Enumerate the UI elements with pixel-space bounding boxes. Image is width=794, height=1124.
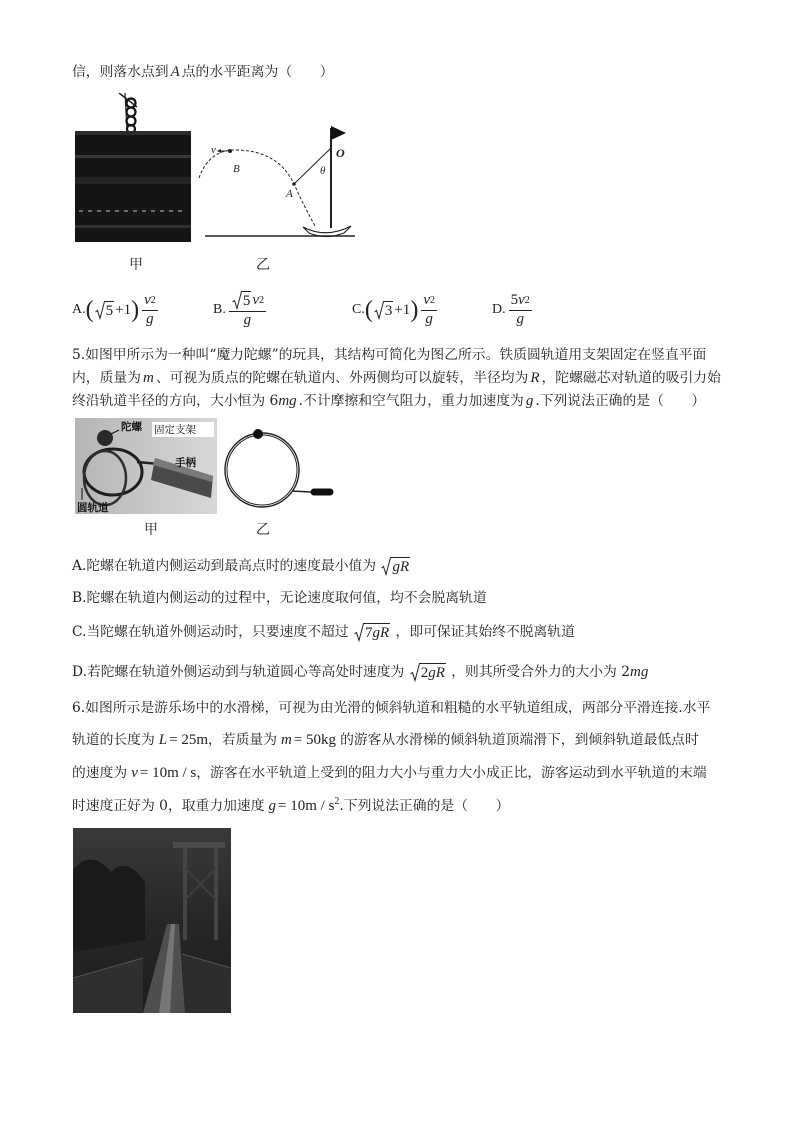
var-v: v — [252, 292, 260, 308]
option-text: A.陀螺在轨道内侧运动到最高点时的速度最小值为 — [72, 558, 377, 574]
radical-sign-icon — [354, 623, 364, 642]
var-g: g — [268, 798, 277, 814]
var-v: v — [423, 292, 430, 308]
q5-option-c — [72, 620, 575, 644]
radicand — [420, 663, 446, 682]
denominator: g — [516, 311, 524, 327]
numerator — [229, 291, 266, 312]
radical-sign-icon — [374, 301, 384, 320]
exponent: 2 — [259, 294, 265, 306]
q4-point-a: A — [170, 64, 180, 80]
q5-option-b — [72, 587, 487, 609]
q5-stem-text: 5.如图甲所示为一种叫“魔力陀螺”的玩具，其结构可简化为图乙所示。铁质圆轨道用支架固定在竖直平面 — [72, 347, 707, 363]
track-inner-circle — [227, 435, 297, 505]
fraction — [229, 291, 266, 329]
numerator — [509, 292, 532, 311]
dashed-trajectory — [199, 150, 315, 226]
boat-icon — [303, 226, 351, 237]
q6-stem-text: ，游客在水平轨道上受到的阻力大小与重力大小成正比，游客运动到水平轨道的末端 — [196, 765, 707, 781]
open-paren: ( — [364, 297, 373, 323]
option-label: D. — [492, 302, 506, 317]
label-theta: θ — [320, 165, 326, 177]
open-paren: ( — [85, 297, 94, 323]
q6-stem-text: ，若质量为 — [208, 732, 277, 748]
option-label: A. — [72, 302, 86, 317]
label-o: O — [336, 146, 345, 160]
photo-structure-beam — [173, 842, 225, 848]
var-v: v — [518, 292, 525, 308]
square-root — [410, 663, 446, 682]
q4-photo-diving-tower — [75, 93, 191, 242]
label-b: B — [233, 163, 240, 175]
q4-tail-pre: 信，则落水点到 — [72, 64, 169, 80]
q6-stem-text: 的速度为 — [72, 765, 128, 781]
option-text: B.陀螺在轨道内侧运动的过程中，无论速度取何值，均不会脱离轨道 — [72, 590, 487, 606]
gyro-dot — [253, 429, 263, 439]
square-root — [381, 557, 410, 576]
q5-stem-line-2 — [72, 367, 721, 389]
q6-stem-line-4 — [72, 795, 509, 817]
var-mg: mg — [278, 393, 297, 409]
label-bracket: 固定支架 — [154, 424, 196, 436]
radicand: 5 — [242, 293, 251, 309]
q5-photo-magic-gyro — [75, 418, 217, 514]
track-outer-circle — [225, 433, 299, 507]
label-track: 圆轨道 — [77, 502, 109, 514]
exponent: 2 — [524, 294, 530, 306]
radicand — [391, 557, 410, 576]
radicand-var: gR — [428, 665, 445, 681]
q4-stem-tail — [72, 61, 334, 83]
label-v: v — [211, 144, 216, 156]
mass-value: = 50kg — [293, 732, 337, 748]
q5-stem-text: 终沿轨道半径的方向，大小恒为 6 — [72, 393, 279, 409]
square-root — [95, 301, 115, 320]
q6-stem-text: .下列说法正确的是（ ） — [339, 798, 510, 814]
fraction — [142, 292, 158, 328]
q6-stem-text: 轨道的长度为 — [72, 732, 155, 748]
plus-one: +1 — [394, 301, 411, 318]
radical-sign-icon — [410, 663, 420, 682]
q4-caption-yi: 乙 — [256, 257, 270, 273]
denominator: g — [243, 312, 252, 328]
close-paren: ) — [410, 297, 419, 323]
photo-trees — [73, 859, 145, 952]
photo-streak — [75, 225, 191, 228]
exponent: 2 — [429, 294, 435, 306]
q5-option-d — [72, 660, 650, 684]
fraction — [509, 292, 532, 328]
var-mg: mg — [629, 664, 649, 680]
q5-stem-text: 内，质量为 — [72, 370, 141, 386]
var-r: R — [530, 370, 540, 386]
option-text-after: ，即可保证其始终不脱离轨道 — [395, 624, 575, 640]
arrowhead-icon — [217, 149, 221, 153]
q5-caption-jia: 甲 — [144, 522, 158, 538]
point-b-dot — [228, 149, 232, 153]
radicand-coef: 7 — [364, 625, 373, 641]
radicand: 3 — [384, 302, 393, 319]
q4-option-c — [352, 290, 437, 330]
exponent: 2 — [334, 796, 340, 807]
flag-icon — [331, 126, 346, 140]
option-label: B. — [213, 302, 226, 317]
q5-stem-text: .不计摩擦和空气阻力，重力加速度为 — [298, 393, 524, 409]
radicand: 5 — [105, 302, 114, 319]
coefficient: 5 — [510, 292, 519, 308]
denominator: g — [146, 311, 154, 327]
q4-option-a — [72, 290, 158, 330]
q5-stem-text: ，陀螺磁芯对轨道的吸引力始 — [541, 370, 721, 386]
numerator — [142, 292, 158, 311]
radical-sign-icon — [95, 301, 105, 320]
var-g: g — [525, 393, 534, 409]
label-handle: 手柄 — [175, 457, 196, 469]
q4-caption-jia: 甲 — [129, 257, 143, 273]
q5-stem-text: 、可视为质点的陀螺在轨道内、外两侧均可以旋转，半径均为 — [155, 370, 529, 386]
q6-stem-text: 的游客从水滑梯的倾斜轨道顶端滑下，到倾斜轨道最低点时 — [340, 732, 699, 748]
q5-diagram-circular-track — [218, 428, 336, 514]
close-paren: ) — [131, 297, 140, 323]
radical-sign-icon — [381, 557, 391, 576]
plus-one: +1 — [115, 301, 132, 318]
q5-stem-line-1 — [72, 344, 706, 366]
radicand-var: gR — [392, 559, 410, 575]
option-text: D.若陀螺在轨道外侧运动到与轨道圆心等高处时速度为 — [72, 664, 405, 680]
q4-option-b — [213, 290, 266, 330]
q5-option-a — [72, 554, 411, 578]
q6-photo-water-slide — [73, 828, 231, 1013]
q5-stem-line-3 — [72, 390, 705, 412]
numerator — [421, 292, 437, 311]
q5-stem-text: .下列说法正确的是（ ） — [535, 393, 706, 409]
radical-sign-icon — [232, 291, 242, 310]
q4-tail-post: 点的水平距离为（ ） — [181, 64, 334, 80]
radicand — [364, 623, 390, 642]
fraction — [421, 292, 437, 328]
q4-option-d — [492, 290, 532, 330]
photo-streak — [75, 131, 191, 135]
var-v: v — [131, 765, 138, 781]
option-label: C. — [352, 302, 365, 317]
photo-gyro — [97, 430, 113, 446]
var-v: v — [144, 292, 151, 308]
square-root — [232, 291, 252, 310]
point-a-dot — [292, 182, 296, 186]
photo-structure-post — [183, 848, 187, 940]
label-a: A — [286, 188, 293, 200]
q6-stem-text: 时速度正好为 0，取重力加速度 — [72, 798, 265, 814]
q6-stem-line-1 — [72, 697, 710, 719]
var-m: m — [281, 732, 292, 748]
denominator: g — [425, 311, 433, 327]
square-root — [354, 623, 390, 642]
q6-stem-text: 6.如图所示是游乐场中的水滑梯，可视为由光滑的倾斜轨道和粗糙的水平轨道组成，两部分平滑连接.水平 — [72, 700, 711, 716]
q6-stem-line-3 — [72, 762, 707, 784]
length-value: = 25m — [169, 732, 209, 748]
handle-rod — [292, 491, 311, 492]
option-text: C.当陀螺在轨道外侧运动时，只要速度不超过 — [72, 624, 349, 640]
square-root — [374, 301, 394, 320]
q6-stem-line-2 — [72, 729, 699, 751]
radicand-var: gR — [372, 625, 390, 641]
q4-diagram-trajectory — [193, 120, 358, 245]
q5-caption-yi: 乙 — [256, 522, 270, 538]
gravity-value: = 10m / s — [278, 798, 335, 814]
var-l: L — [158, 732, 168, 748]
velocity-value: = 10m / s — [139, 765, 197, 781]
photo-streak — [75, 155, 191, 158]
rope-line — [294, 148, 331, 184]
photo-streak — [75, 177, 191, 184]
radicand-coef: 2 — [420, 665, 429, 681]
option-text-after: ，则其所受合外力的大小为 2 — [451, 664, 630, 680]
label-gyro: 陀螺 — [121, 421, 142, 433]
photo-structure-post — [214, 848, 218, 940]
var-m: m — [142, 370, 154, 386]
exponent: 2 — [150, 294, 156, 306]
